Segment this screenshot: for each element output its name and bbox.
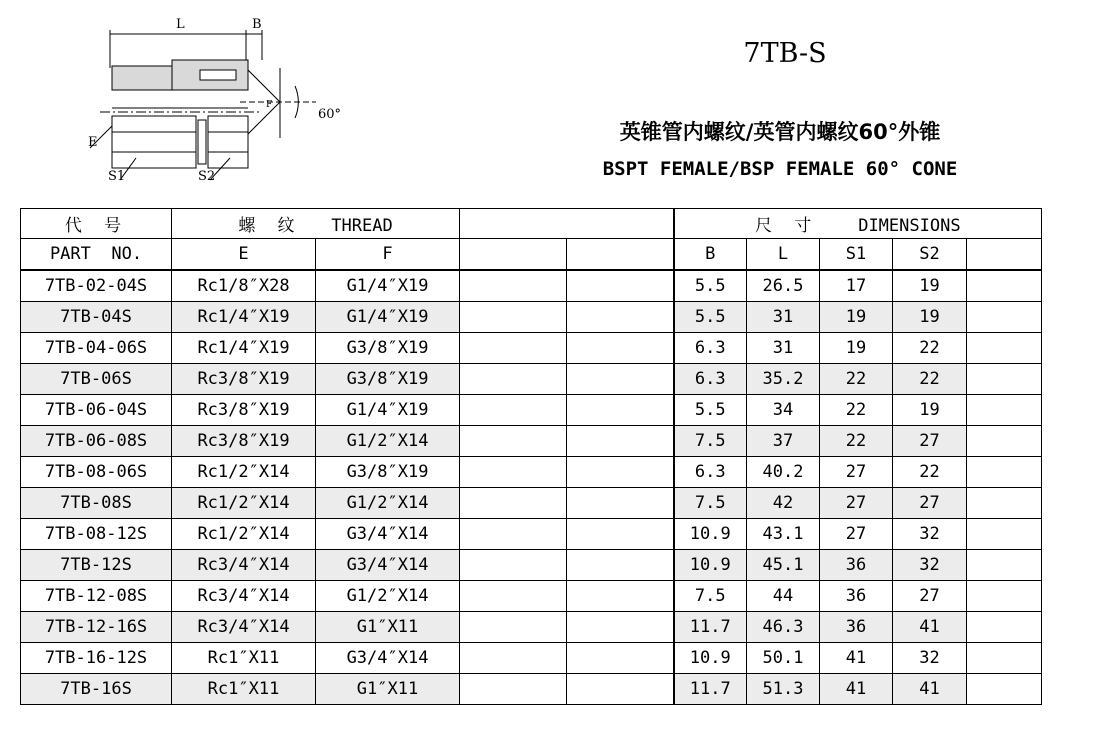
cell-l: 46.3 <box>747 612 820 643</box>
cell-e: Rc1″X11 <box>172 643 316 674</box>
table-row <box>21 550 1042 581</box>
header-blank-1 <box>460 239 567 271</box>
cell-s2: 27 <box>893 426 967 457</box>
header-s1: S1 <box>820 239 893 271</box>
cell-blank <box>567 643 674 674</box>
drawing-label-s2: S2 <box>198 169 216 184</box>
cell-b: 10.9 <box>674 550 747 581</box>
cell-part: 7TB-06S <box>21 364 172 395</box>
cell-b: 7.5 <box>674 426 747 457</box>
cell-blank <box>460 581 567 612</box>
cell-blank <box>567 270 674 302</box>
cell-blank <box>460 643 567 674</box>
cell-part: 7TB-08-12S <box>21 519 172 550</box>
cell-b: 6.3 <box>674 457 747 488</box>
cell-e: Rc1/4″X19 <box>172 333 316 364</box>
cell-part: 7TB-06-04S <box>21 395 172 426</box>
cell-f: G3/8″X19 <box>316 457 460 488</box>
cell-b: 5.5 <box>674 302 747 333</box>
cell-blank <box>567 395 674 426</box>
cell-blank <box>460 457 567 488</box>
cell-b: 6.3 <box>674 333 747 364</box>
cell-s1: 41 <box>820 643 893 674</box>
cell-blank <box>567 457 674 488</box>
cell-e: Rc3/8″X19 <box>172 364 316 395</box>
cell-l: 40.2 <box>747 457 820 488</box>
cell-part: 7TB-12-16S <box>21 612 172 643</box>
cell-l: 35.2 <box>747 364 820 395</box>
header-empty <box>460 209 674 239</box>
cell-s2: 41 <box>893 674 967 705</box>
cell-f: G1″X11 <box>316 674 460 705</box>
header-l: L <box>747 239 820 271</box>
cell-blank <box>967 270 1042 302</box>
cell-blank <box>967 612 1042 643</box>
table-row <box>21 395 1042 426</box>
cell-e: Rc1″X11 <box>172 674 316 705</box>
cell-e: Rc3/4″X14 <box>172 550 316 581</box>
cell-b: 11.7 <box>674 612 747 643</box>
cell-blank <box>460 426 567 457</box>
cell-blank <box>460 302 567 333</box>
cell-s2: 27 <box>893 581 967 612</box>
cell-part: 7TB-12S <box>21 550 172 581</box>
cell-l: 45.1 <box>747 550 820 581</box>
cell-l: 31 <box>747 302 820 333</box>
cell-part: 7TB-02-04S <box>21 270 172 302</box>
table-row <box>21 643 1042 674</box>
cell-blank <box>967 488 1042 519</box>
cell-s2: 32 <box>893 519 967 550</box>
cell-f: G1/2″X14 <box>316 426 460 457</box>
subtitle-english: BSPT FEMALE/BSP FEMALE 60° CONE <box>602 158 958 180</box>
table-row <box>21 333 1042 364</box>
cell-l: 43.1 <box>747 519 820 550</box>
cell-s1: 19 <box>820 333 893 364</box>
header-b: B <box>674 239 747 271</box>
cell-s2: 19 <box>893 395 967 426</box>
cell-blank <box>567 550 674 581</box>
table-row <box>21 302 1042 333</box>
cell-blank <box>967 674 1042 705</box>
cell-f: G1/4″X19 <box>316 302 460 333</box>
cell-s2: 32 <box>893 643 967 674</box>
cell-blank <box>567 612 674 643</box>
cell-s1: 27 <box>820 488 893 519</box>
header-blank-3 <box>967 239 1042 271</box>
drawing-label-f: F <box>266 100 273 110</box>
table-row <box>21 674 1042 705</box>
spec-table <box>20 208 1042 705</box>
table-row <box>21 426 1042 457</box>
cell-e: Rc1/4″X19 <box>172 302 316 333</box>
cell-blank <box>967 426 1042 457</box>
header-e: E <box>172 239 316 271</box>
cell-part: 7TB-12-08S <box>21 581 172 612</box>
cell-s2: 22 <box>893 333 967 364</box>
cell-s1: 27 <box>820 457 893 488</box>
cell-blank <box>460 550 567 581</box>
cell-blank <box>567 674 674 705</box>
cell-s1: 27 <box>820 519 893 550</box>
cell-blank <box>967 457 1042 488</box>
cell-b: 7.5 <box>674 581 747 612</box>
cell-blank <box>460 270 567 302</box>
cell-blank <box>967 395 1042 426</box>
cell-s1: 36 <box>820 550 893 581</box>
cell-s2: 22 <box>893 364 967 395</box>
cell-s1: 41 <box>820 674 893 705</box>
subtitle-chinese: 英锥管内螺纹/英管内螺纹60°外锥 <box>619 120 941 144</box>
cell-f: G3/4″X14 <box>316 550 460 581</box>
drawing-label-s1: S1 <box>108 169 126 184</box>
cell-e: Rc3/8″X19 <box>172 426 316 457</box>
table-row <box>21 457 1042 488</box>
cell-l: 51.3 <box>747 674 820 705</box>
cell-blank <box>460 519 567 550</box>
cell-s2: 32 <box>893 550 967 581</box>
cell-blank <box>967 581 1042 612</box>
cell-f: G3/8″X19 <box>316 364 460 395</box>
cell-blank <box>567 364 674 395</box>
cell-part: 7TB-08S <box>21 488 172 519</box>
cell-e: Rc1/2″X14 <box>172 519 316 550</box>
table-row <box>21 581 1042 612</box>
table-row <box>21 612 1042 643</box>
cell-blank <box>460 364 567 395</box>
header-f: F <box>316 239 460 271</box>
cell-l: 31 <box>747 333 820 364</box>
cell-s1: 22 <box>820 426 893 457</box>
cell-b: 6.3 <box>674 364 747 395</box>
cell-b: 7.5 <box>674 488 747 519</box>
cell-e: Rc1/8″X28 <box>172 270 316 302</box>
header-blank-2 <box>567 239 674 271</box>
cell-s1: 36 <box>820 581 893 612</box>
cell-s2: 22 <box>893 457 967 488</box>
cell-blank <box>460 333 567 364</box>
cell-s1: 22 <box>820 364 893 395</box>
cell-l: 34 <box>747 395 820 426</box>
cell-part: 7TB-16S <box>21 674 172 705</box>
cell-blank <box>567 581 674 612</box>
cell-f: G3/4″X14 <box>316 643 460 674</box>
cell-part: 7TB-16-12S <box>21 643 172 674</box>
cell-l: 26.5 <box>747 270 820 302</box>
cell-f: G1/4″X19 <box>316 270 460 302</box>
cell-e: Rc3/4″X14 <box>172 581 316 612</box>
cell-blank <box>967 333 1042 364</box>
cell-part: 7TB-04-06S <box>21 333 172 364</box>
cell-b: 5.5 <box>674 395 747 426</box>
cell-s2: 19 <box>893 302 967 333</box>
cell-f: G1/2″X14 <box>316 488 460 519</box>
cell-blank <box>567 302 674 333</box>
cell-f: G1″X11 <box>316 612 460 643</box>
cell-blank <box>567 333 674 364</box>
cell-s2: 19 <box>893 270 967 302</box>
cell-s2: 41 <box>893 612 967 643</box>
cell-blank <box>460 488 567 519</box>
page-title: 7TB-S <box>743 38 827 69</box>
header-dimensions: 尺 寸 DIMENSIONS <box>674 209 1042 239</box>
cell-b: 10.9 <box>674 519 747 550</box>
drawing-label-angle: 60° <box>318 107 342 122</box>
table-row <box>21 364 1042 395</box>
table-row <box>21 488 1042 519</box>
cell-blank <box>460 674 567 705</box>
header-thread: 螺 纹 THREAD <box>172 209 460 239</box>
cell-part: 7TB-06-08S <box>21 426 172 457</box>
cell-f: G3/4″X14 <box>316 519 460 550</box>
cell-blank <box>967 550 1042 581</box>
header-part-cn: 代 号 <box>21 209 172 239</box>
cell-s1: 17 <box>820 270 893 302</box>
cell-blank <box>967 364 1042 395</box>
cell-blank <box>967 302 1042 333</box>
table-row <box>21 270 1042 302</box>
cell-e: Rc1/2″X14 <box>172 457 316 488</box>
drawing-label-e: E <box>88 135 98 150</box>
cell-s1: 36 <box>820 612 893 643</box>
cell-b: 5.5 <box>674 270 747 302</box>
table-header-row-1 <box>21 209 1042 239</box>
cell-b: 10.9 <box>674 643 747 674</box>
cell-f: G1/4″X19 <box>316 395 460 426</box>
cell-l: 42 <box>747 488 820 519</box>
header-part-en: PART NO. <box>21 239 172 271</box>
cell-b: 11.7 <box>674 674 747 705</box>
cell-part: 7TB-04S <box>21 302 172 333</box>
drawing-label-l: L <box>176 17 185 32</box>
cell-blank <box>967 519 1042 550</box>
cell-l: 50.1 <box>747 643 820 674</box>
cell-s2: 27 <box>893 488 967 519</box>
header-s2: S2 <box>893 239 967 271</box>
cell-e: Rc1/2″X14 <box>172 488 316 519</box>
fitting-drawing <box>80 8 360 193</box>
cell-blank <box>567 488 674 519</box>
cell-f: G3/8″X19 <box>316 333 460 364</box>
cell-blank <box>567 519 674 550</box>
table-header-row-2 <box>21 239 1042 271</box>
cell-f: G1/2″X14 <box>316 581 460 612</box>
cell-e: Rc3/8″X19 <box>172 395 316 426</box>
cell-blank <box>967 643 1042 674</box>
cell-s1: 22 <box>820 395 893 426</box>
table-row <box>21 519 1042 550</box>
cell-l: 44 <box>747 581 820 612</box>
cell-part: 7TB-08-06S <box>21 457 172 488</box>
cell-blank <box>567 426 674 457</box>
drawing-label-b: B <box>252 17 262 32</box>
cell-blank <box>460 612 567 643</box>
cell-l: 37 <box>747 426 820 457</box>
cell-blank <box>460 395 567 426</box>
cell-s1: 19 <box>820 302 893 333</box>
cell-e: Rc3/4″X14 <box>172 612 316 643</box>
